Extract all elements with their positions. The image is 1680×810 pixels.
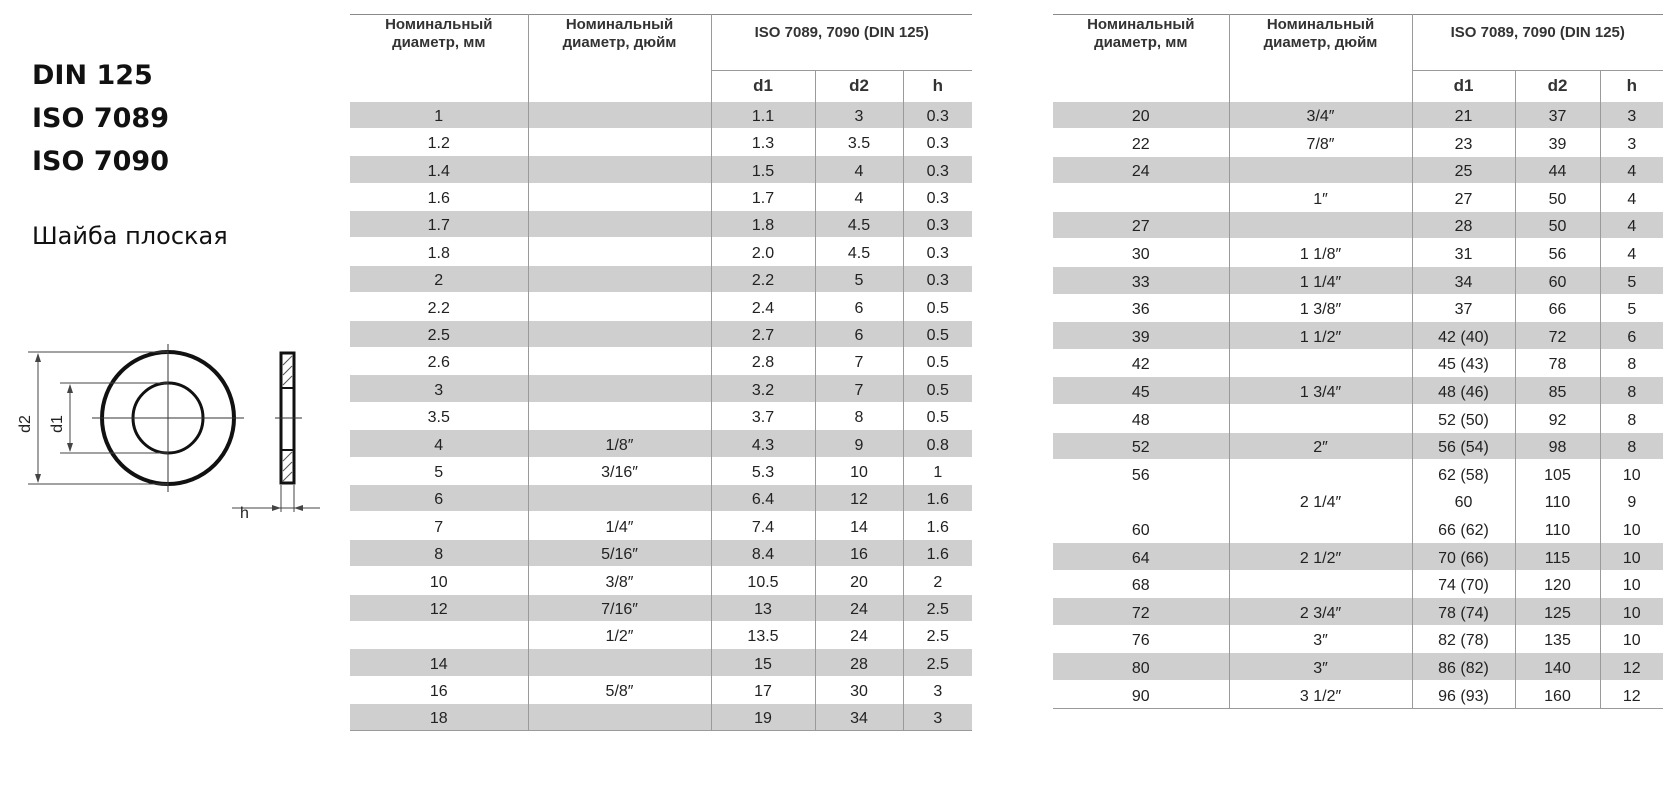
cell-nominal-mm: 24 bbox=[1053, 156, 1229, 184]
cell-nominal-mm: 2.2 bbox=[350, 293, 528, 320]
cell-d2: 28 bbox=[815, 649, 903, 676]
cell-nominal-inch: 2″ bbox=[1229, 432, 1412, 460]
cell-nominal-mm: 2.6 bbox=[350, 348, 528, 375]
cell-d1: 6.4 bbox=[711, 484, 815, 511]
table-row bbox=[1053, 680, 1663, 708]
cell-nominal-mm: 8 bbox=[350, 539, 528, 566]
label-d1: d1 bbox=[49, 415, 66, 433]
cell-nominal-mm: 4 bbox=[350, 430, 528, 457]
cell-d2: 60 bbox=[1515, 267, 1600, 295]
table-row bbox=[350, 484, 972, 511]
cell-d1: 13.5 bbox=[711, 621, 815, 648]
cell-nominal-inch bbox=[528, 320, 711, 347]
cell-d1: 56 (54) bbox=[1412, 432, 1515, 460]
header-h: h bbox=[1600, 70, 1663, 101]
cell-h: 3 bbox=[903, 676, 972, 703]
cell-d1: 66 (62) bbox=[1412, 515, 1515, 543]
right-table-body bbox=[1053, 101, 1663, 708]
cell-d1: 34 bbox=[1412, 267, 1515, 295]
cell-d1: 10.5 bbox=[711, 567, 815, 594]
cell-nominal-mm: 1.4 bbox=[350, 156, 528, 183]
cell-h: 10 bbox=[1600, 625, 1663, 653]
table-row bbox=[350, 649, 972, 676]
cell-nominal-inch bbox=[1229, 349, 1412, 377]
cell-nominal-inch: 1 3/4″ bbox=[1229, 377, 1412, 405]
cell-d2: 72 bbox=[1515, 322, 1600, 350]
cell-d2: 34 bbox=[815, 704, 903, 731]
table-row bbox=[1053, 625, 1663, 653]
cell-d2: 140 bbox=[1515, 653, 1600, 681]
cell-nominal-mm: 5 bbox=[350, 457, 528, 484]
table-row bbox=[350, 704, 972, 731]
cell-nominal-inch bbox=[528, 238, 711, 265]
cell-d1: 27 bbox=[1412, 184, 1515, 212]
cell-d1: 8.4 bbox=[711, 539, 815, 566]
table-row bbox=[1053, 598, 1663, 626]
table-row bbox=[1053, 349, 1663, 377]
cell-nominal-inch: 1 1/8″ bbox=[1229, 239, 1412, 267]
cell-nominal-inch: 1 3/8″ bbox=[1229, 294, 1412, 322]
table-row bbox=[1053, 211, 1663, 239]
cell-d1: 52 (50) bbox=[1412, 405, 1515, 433]
cell-d2: 135 bbox=[1515, 625, 1600, 653]
cell-nominal-inch: 3/8″ bbox=[528, 567, 711, 594]
cell-d2: 56 bbox=[1515, 239, 1600, 267]
cell-nominal-inch: 1 1/2″ bbox=[1229, 322, 1412, 350]
cell-nominal-mm: 72 bbox=[1053, 598, 1229, 626]
cell-nominal-mm: 10 bbox=[350, 567, 528, 594]
cell-nominal-inch: 7/16″ bbox=[528, 594, 711, 621]
cell-nominal-inch: 1/8″ bbox=[528, 430, 711, 457]
cell-nominal-mm: 14 bbox=[350, 649, 528, 676]
cell-nominal-inch: 2 1/4″ bbox=[1229, 487, 1412, 515]
header-nominal-mm: Номинальный диаметр, мм bbox=[1087, 16, 1195, 51]
cell-d2: 9 bbox=[815, 430, 903, 457]
cell-h: 2 bbox=[903, 567, 972, 594]
cell-nominal-inch: 2 3/4″ bbox=[1229, 598, 1412, 626]
cell-d2: 5 bbox=[815, 265, 903, 292]
cell-nominal-mm: 56 bbox=[1053, 460, 1229, 488]
cell-nominal-mm: 2.5 bbox=[350, 320, 528, 347]
washer-table-left bbox=[350, 14, 972, 731]
cell-d1: 5.3 bbox=[711, 457, 815, 484]
cell-nominal-mm: 7 bbox=[350, 512, 528, 539]
cell-nominal-inch bbox=[528, 128, 711, 155]
cell-h: 4 bbox=[1600, 239, 1663, 267]
cell-nominal-mm: 6 bbox=[350, 484, 528, 511]
cell-d2: 4 bbox=[815, 156, 903, 183]
cell-nominal-inch: 3″ bbox=[1229, 653, 1412, 681]
cell-nominal-mm: 39 bbox=[1053, 322, 1229, 350]
cell-d1: 37 bbox=[1412, 294, 1515, 322]
table-row bbox=[1053, 322, 1663, 350]
cell-d2: 10 bbox=[815, 457, 903, 484]
table-row bbox=[350, 320, 972, 347]
cell-d1: 2.8 bbox=[711, 348, 815, 375]
cell-d2: 110 bbox=[1515, 487, 1600, 515]
cell-nominal-mm: 3.5 bbox=[350, 402, 528, 429]
cell-d1: 2.2 bbox=[711, 265, 815, 292]
cell-d2: 4.5 bbox=[815, 238, 903, 265]
cell-nominal-mm: 90 bbox=[1053, 680, 1229, 708]
cell-h: 0.3 bbox=[903, 183, 972, 210]
table-row bbox=[350, 512, 972, 539]
table-row bbox=[350, 293, 972, 320]
cell-d1: 15 bbox=[711, 649, 815, 676]
cell-nominal-inch: 3/4″ bbox=[1229, 101, 1412, 129]
cell-nominal-mm: 3 bbox=[350, 375, 528, 402]
header-nominal-inch: Номинальный диаметр, дюйм bbox=[1229, 14, 1412, 101]
cell-nominal-mm: 64 bbox=[1053, 543, 1229, 571]
cell-h: 1 bbox=[903, 457, 972, 484]
standard-iso-7089: ISO 7089 bbox=[32, 103, 169, 134]
label-d2: d2 bbox=[17, 415, 34, 433]
cell-nominal-mm: 52 bbox=[1053, 432, 1229, 460]
cell-nominal-mm: 36 bbox=[1053, 294, 1229, 322]
cell-nominal-mm: 45 bbox=[1053, 377, 1229, 405]
cell-h: 10 bbox=[1600, 598, 1663, 626]
cell-d2: 14 bbox=[815, 512, 903, 539]
cell-d2: 4.5 bbox=[815, 211, 903, 238]
washer-table-right bbox=[1053, 14, 1663, 709]
table-row bbox=[1053, 156, 1663, 184]
cell-d1: 13 bbox=[711, 594, 815, 621]
cell-d2: 20 bbox=[815, 567, 903, 594]
cell-nominal-mm: 1.8 bbox=[350, 238, 528, 265]
cell-nominal-inch bbox=[528, 484, 711, 511]
cell-nominal-inch bbox=[528, 156, 711, 183]
cell-d1: 3.2 bbox=[711, 375, 815, 402]
cell-h: 0.3 bbox=[903, 265, 972, 292]
cell-h: 4 bbox=[1600, 156, 1663, 184]
cell-d1: 82 (78) bbox=[1412, 625, 1515, 653]
cell-d2: 37 bbox=[1515, 101, 1600, 129]
cell-nominal-mm: 1 bbox=[350, 101, 528, 128]
header-d2: d2 bbox=[1515, 70, 1600, 101]
cell-nominal-inch: 1/4″ bbox=[528, 512, 711, 539]
cell-h: 4 bbox=[1600, 184, 1663, 212]
cell-h: 1.6 bbox=[903, 539, 972, 566]
cell-d1: 17 bbox=[711, 676, 815, 703]
table-row bbox=[350, 539, 972, 566]
cell-nominal-mm: 60 bbox=[1053, 515, 1229, 543]
cell-nominal-inch bbox=[528, 101, 711, 128]
cell-h: 0.8 bbox=[903, 430, 972, 457]
cell-h: 12 bbox=[1600, 680, 1663, 708]
table-row bbox=[1053, 377, 1663, 405]
cell-h: 3 bbox=[1600, 129, 1663, 157]
table-row bbox=[350, 430, 972, 457]
header-iso: ISO 7089, 7090 (DIN 125) bbox=[1412, 14, 1663, 70]
cell-d1: 2.7 bbox=[711, 320, 815, 347]
cell-d1: 60 bbox=[1412, 487, 1515, 515]
cell-h: 6 bbox=[1600, 322, 1663, 350]
cell-h: 0.3 bbox=[903, 156, 972, 183]
cell-nominal-inch bbox=[1229, 211, 1412, 239]
cell-nominal-mm: 30 bbox=[1053, 239, 1229, 267]
cell-nominal-inch: 5/8″ bbox=[528, 676, 711, 703]
header-d2: d2 bbox=[815, 70, 903, 101]
cell-h: 0.5 bbox=[903, 320, 972, 347]
cell-d1: 45 (43) bbox=[1412, 349, 1515, 377]
table-row bbox=[350, 676, 972, 703]
cell-d1: 7.4 bbox=[711, 512, 815, 539]
table-row bbox=[1053, 129, 1663, 157]
standard-din-125: DIN 125 bbox=[32, 60, 153, 91]
washer-drawing bbox=[0, 340, 340, 560]
cell-nominal-mm: 2 bbox=[350, 265, 528, 292]
cell-d1: 1.8 bbox=[711, 211, 815, 238]
cell-d2: 105 bbox=[1515, 460, 1600, 488]
cell-d1: 23 bbox=[1412, 129, 1515, 157]
cell-d2: 110 bbox=[1515, 515, 1600, 543]
cell-d2: 98 bbox=[1515, 432, 1600, 460]
cell-d1: 62 (58) bbox=[1412, 460, 1515, 488]
table-row bbox=[350, 457, 972, 484]
cell-d2: 115 bbox=[1515, 543, 1600, 571]
table-row bbox=[350, 156, 972, 183]
cell-h: 0.5 bbox=[903, 375, 972, 402]
cell-d1: 1.3 bbox=[711, 128, 815, 155]
table-row bbox=[1053, 101, 1663, 129]
cell-d1: 74 (70) bbox=[1412, 570, 1515, 598]
cell-h: 5 bbox=[1600, 294, 1663, 322]
cell-d2: 50 bbox=[1515, 211, 1600, 239]
cell-h: 12 bbox=[1600, 653, 1663, 681]
cell-nominal-mm bbox=[1053, 487, 1229, 515]
standards-list bbox=[32, 54, 169, 183]
cell-h: 0.3 bbox=[903, 238, 972, 265]
cell-h: 0.3 bbox=[903, 101, 972, 128]
cell-nominal-mm: 42 bbox=[1053, 349, 1229, 377]
cell-d2: 30 bbox=[815, 676, 903, 703]
cell-d1: 1.1 bbox=[711, 101, 815, 128]
cell-h: 0.5 bbox=[903, 402, 972, 429]
cell-d2: 7 bbox=[815, 348, 903, 375]
cell-nominal-inch bbox=[1229, 405, 1412, 433]
table-row bbox=[350, 128, 972, 155]
cell-h: 2.5 bbox=[903, 649, 972, 676]
cell-nominal-inch: 1/2″ bbox=[528, 621, 711, 648]
cell-d2: 6 bbox=[815, 320, 903, 347]
cell-d1: 19 bbox=[711, 704, 815, 731]
cell-nominal-inch bbox=[1229, 515, 1412, 543]
cell-nominal-mm: 1.2 bbox=[350, 128, 528, 155]
left-table-body bbox=[350, 101, 972, 731]
cell-h: 10 bbox=[1600, 570, 1663, 598]
table-row bbox=[1053, 487, 1663, 515]
cell-h: 5 bbox=[1600, 267, 1663, 295]
cell-d1: 2.0 bbox=[711, 238, 815, 265]
cell-d2: 12 bbox=[815, 484, 903, 511]
cell-h: 1.6 bbox=[903, 484, 972, 511]
cell-nominal-inch bbox=[528, 211, 711, 238]
cell-nominal-mm: 1.6 bbox=[350, 183, 528, 210]
table-row bbox=[350, 402, 972, 429]
cell-d2: 85 bbox=[1515, 377, 1600, 405]
cell-h: 3 bbox=[1600, 101, 1663, 129]
cell-h: 10 bbox=[1600, 543, 1663, 571]
cell-d2: 24 bbox=[815, 594, 903, 621]
table-row bbox=[350, 348, 972, 375]
cell-h: 2.5 bbox=[903, 621, 972, 648]
cell-d1: 25 bbox=[1412, 156, 1515, 184]
table-row bbox=[350, 375, 972, 402]
cell-h: 10 bbox=[1600, 460, 1663, 488]
cell-d1: 21 bbox=[1412, 101, 1515, 129]
cell-d2: 16 bbox=[815, 539, 903, 566]
cell-d2: 6 bbox=[815, 293, 903, 320]
cell-d1: 4.3 bbox=[711, 430, 815, 457]
standard-iso-7090: ISO 7090 bbox=[32, 146, 169, 177]
table-row bbox=[350, 621, 972, 648]
cell-nominal-mm: 80 bbox=[1053, 653, 1229, 681]
cell-nominal-mm: 1.7 bbox=[350, 211, 528, 238]
cell-d2: 3 bbox=[815, 101, 903, 128]
header-iso: ISO 7089, 7090 (DIN 125) bbox=[711, 14, 972, 70]
cell-d2: 92 bbox=[1515, 405, 1600, 433]
cell-d2: 120 bbox=[1515, 570, 1600, 598]
cell-h: 0.3 bbox=[903, 128, 972, 155]
header-nominal-mm: Номинальный диаметр, мм bbox=[385, 16, 493, 51]
cell-d1: 3.7 bbox=[711, 402, 815, 429]
table-row bbox=[1053, 460, 1663, 488]
cell-nominal-inch bbox=[1229, 460, 1412, 488]
cell-d1: 31 bbox=[1412, 239, 1515, 267]
cell-nominal-mm: 76 bbox=[1053, 625, 1229, 653]
cell-nominal-mm: 27 bbox=[1053, 211, 1229, 239]
cell-h: 10 bbox=[1600, 515, 1663, 543]
table-row bbox=[1053, 184, 1663, 212]
cell-h: 1.6 bbox=[903, 512, 972, 539]
cell-d2: 39 bbox=[1515, 129, 1600, 157]
cell-h: 8 bbox=[1600, 349, 1663, 377]
cell-d2: 4 bbox=[815, 183, 903, 210]
cell-nominal-mm: 18 bbox=[350, 704, 528, 731]
cell-nominal-inch: 5/16″ bbox=[528, 539, 711, 566]
cell-h: 3 bbox=[903, 704, 972, 731]
cell-d2: 160 bbox=[1515, 680, 1600, 708]
cell-d1: 70 (66) bbox=[1412, 543, 1515, 571]
cell-nominal-inch bbox=[528, 293, 711, 320]
table-row bbox=[350, 238, 972, 265]
cell-d1: 28 bbox=[1412, 211, 1515, 239]
table-row bbox=[350, 265, 972, 292]
cell-h: 0.5 bbox=[903, 293, 972, 320]
cell-nominal-inch bbox=[1229, 570, 1412, 598]
cell-nominal-inch: 2 1/2″ bbox=[1229, 543, 1412, 571]
cell-h: 0.3 bbox=[903, 211, 972, 238]
cell-d2: 78 bbox=[1515, 349, 1600, 377]
table-row bbox=[1053, 570, 1663, 598]
cell-h: 8 bbox=[1600, 432, 1663, 460]
cell-d2: 3.5 bbox=[815, 128, 903, 155]
cell-h: 2.5 bbox=[903, 594, 972, 621]
cell-d1: 86 (82) bbox=[1412, 653, 1515, 681]
header-h: h bbox=[903, 70, 972, 101]
product-subtitle: Шайба плоская bbox=[32, 222, 228, 250]
cell-nominal-mm bbox=[350, 621, 528, 648]
cell-d2: 7 bbox=[815, 375, 903, 402]
cell-nominal-mm: 33 bbox=[1053, 267, 1229, 295]
table-row bbox=[1053, 653, 1663, 681]
cell-nominal-mm: 22 bbox=[1053, 129, 1229, 157]
cell-nominal-inch bbox=[528, 375, 711, 402]
cell-nominal-inch: 7/8″ bbox=[1229, 129, 1412, 157]
cell-nominal-inch bbox=[528, 402, 711, 429]
cell-nominal-mm: 48 bbox=[1053, 405, 1229, 433]
table-row bbox=[350, 594, 972, 621]
cell-d1: 1.7 bbox=[711, 183, 815, 210]
cell-d2: 125 bbox=[1515, 598, 1600, 626]
cell-nominal-mm bbox=[1053, 184, 1229, 212]
header-d1: d1 bbox=[711, 70, 815, 101]
cell-nominal-mm: 16 bbox=[350, 676, 528, 703]
label-h: h bbox=[240, 505, 249, 522]
cell-h: 8 bbox=[1600, 377, 1663, 405]
cell-h: 9 bbox=[1600, 487, 1663, 515]
cell-nominal-inch: 3″ bbox=[1229, 625, 1412, 653]
header-nominal-inch: Номинальный диаметр, дюйм bbox=[528, 14, 711, 101]
cell-d1: 2.4 bbox=[711, 293, 815, 320]
cell-nominal-inch bbox=[528, 183, 711, 210]
table-row bbox=[1053, 515, 1663, 543]
cell-nominal-inch bbox=[528, 348, 711, 375]
cell-d1: 96 (93) bbox=[1412, 680, 1515, 708]
cell-nominal-inch bbox=[528, 704, 711, 731]
cell-d2: 66 bbox=[1515, 294, 1600, 322]
cell-h: 4 bbox=[1600, 211, 1663, 239]
table-row bbox=[350, 183, 972, 210]
cell-nominal-mm: 20 bbox=[1053, 101, 1229, 129]
table-row bbox=[1053, 239, 1663, 267]
cell-nominal-inch bbox=[1229, 156, 1412, 184]
cell-d2: 8 bbox=[815, 402, 903, 429]
table-row bbox=[350, 101, 972, 128]
cell-d1: 48 (46) bbox=[1412, 377, 1515, 405]
cell-nominal-inch bbox=[528, 265, 711, 292]
cell-h: 8 bbox=[1600, 405, 1663, 433]
cell-d1: 78 (74) bbox=[1412, 598, 1515, 626]
cell-d1: 42 (40) bbox=[1412, 322, 1515, 350]
table-row bbox=[1053, 405, 1663, 433]
cell-nominal-inch: 3/16″ bbox=[528, 457, 711, 484]
cell-nominal-inch: 1″ bbox=[1229, 184, 1412, 212]
table-row bbox=[1053, 294, 1663, 322]
cell-d2: 24 bbox=[815, 621, 903, 648]
cell-d2: 44 bbox=[1515, 156, 1600, 184]
cell-nominal-inch: 1 1/4″ bbox=[1229, 267, 1412, 295]
table-row bbox=[1053, 432, 1663, 460]
cell-d2: 50 bbox=[1515, 184, 1600, 212]
cell-h: 0.5 bbox=[903, 348, 972, 375]
table-row bbox=[350, 211, 972, 238]
cell-nominal-mm: 68 bbox=[1053, 570, 1229, 598]
table-row bbox=[1053, 267, 1663, 295]
header-d1: d1 bbox=[1412, 70, 1515, 101]
table-row bbox=[350, 567, 972, 594]
cell-nominal-mm: 12 bbox=[350, 594, 528, 621]
cell-nominal-inch: 3 1/2″ bbox=[1229, 680, 1412, 708]
cell-nominal-inch bbox=[528, 649, 711, 676]
table-row bbox=[1053, 543, 1663, 571]
cell-d1: 1.5 bbox=[711, 156, 815, 183]
